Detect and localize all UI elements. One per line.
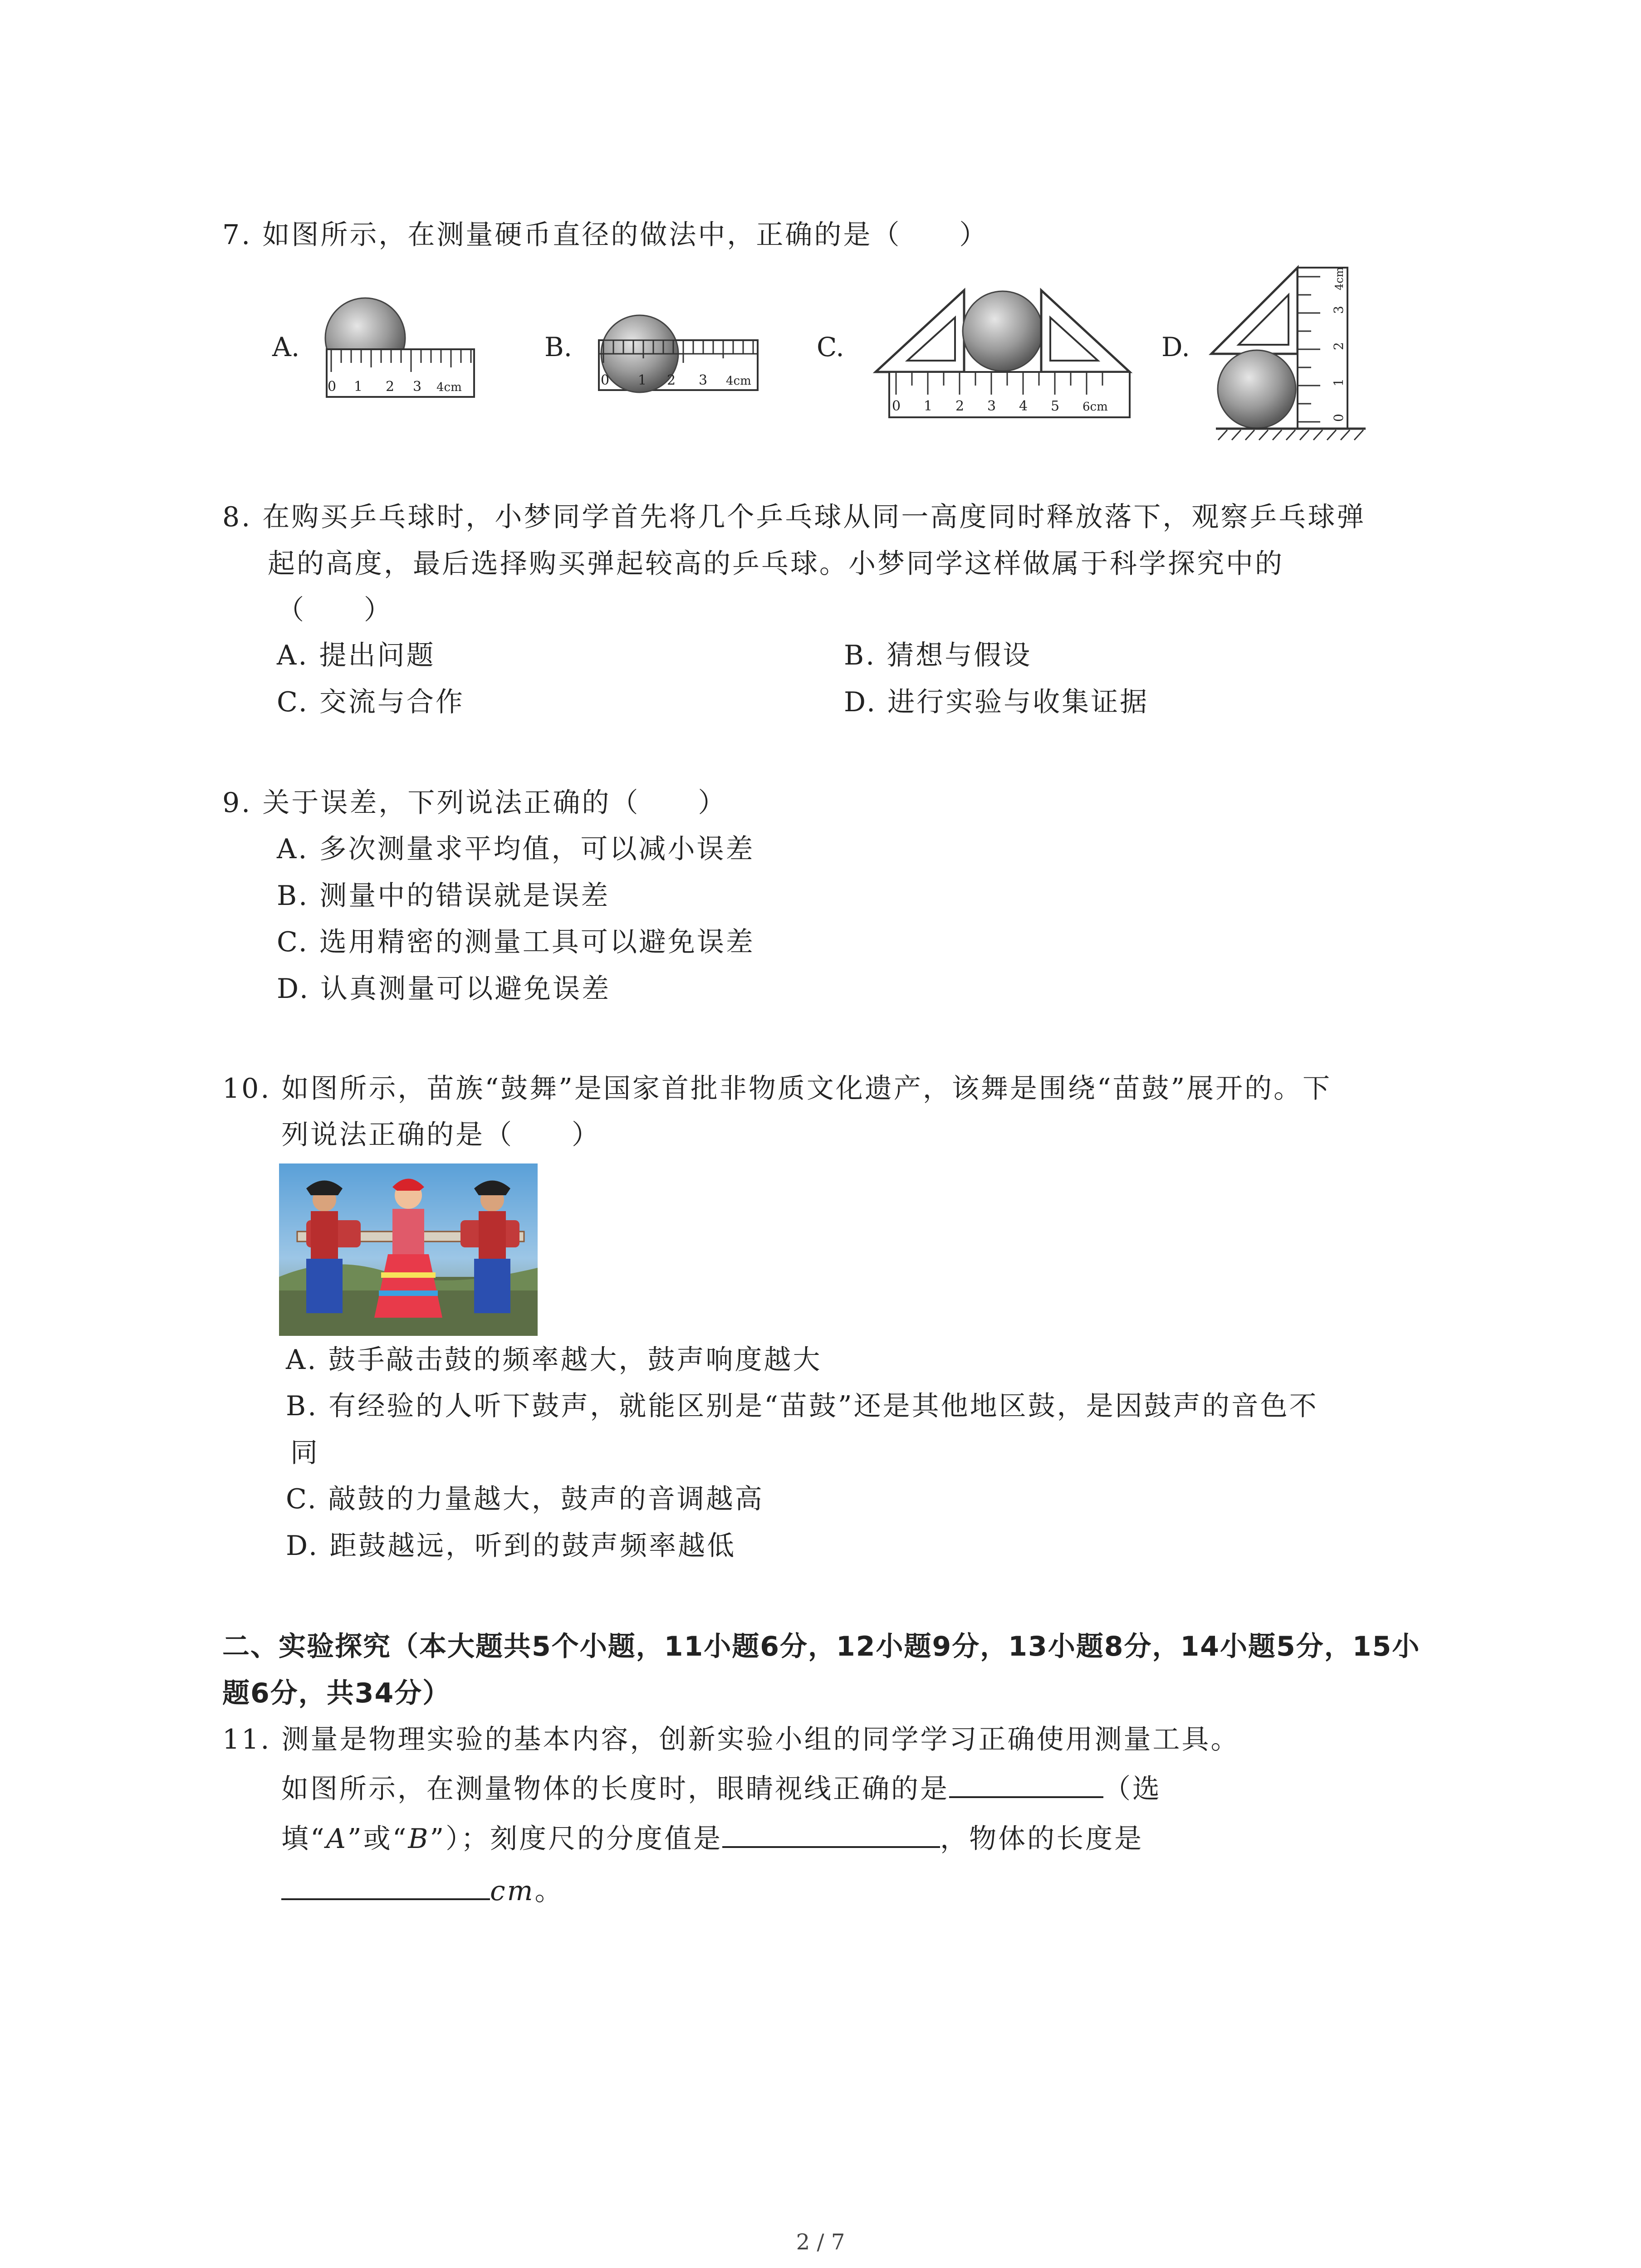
q10-option-b-line2: 同 <box>290 1437 319 1469</box>
q11-part3-line <box>281 1871 564 1909</box>
page-number: 2 / 7 <box>796 2229 845 2255</box>
q11-part1-tail: （选 <box>1103 1773 1161 1805</box>
ruler-c-tick-0: 0 <box>892 398 901 414</box>
ruler-d-tick-0: 0 <box>1331 414 1346 422</box>
ruler-a-tick-0: 0 <box>328 379 337 395</box>
ruler-d-tick-4: 4cm <box>1333 267 1346 290</box>
ruler-c-tick-1: 1 <box>924 398 933 414</box>
q11-answer-blank-sightline[interactable] <box>949 1769 1103 1798</box>
q10-stem-line1: 10. 如图所示，苗族“鼓舞”是国家首批非物质文化遗产，该舞是围绕“苗鼓”展开的。下 <box>222 1073 1332 1105</box>
q9-option-b: B. 测量中的错误就是误差 <box>277 880 610 912</box>
drum-dance-photo <box>279 1163 538 1336</box>
q11-part1-line <box>281 1769 1161 1807</box>
section2-heading-line1: 二、实验探究（本大题共5个小题，11小题6分，12小题9分，13小题8分，14小题5分，15小 <box>222 1631 1421 1662</box>
q9-option-a: A. 多次测量求平均值，可以减小误差 <box>277 833 755 865</box>
ruler-d-tick-3: 3 <box>1331 306 1346 314</box>
q8-option-b: B. 猜想与假设 <box>844 640 1032 671</box>
q11-part2-head: 填“ <box>281 1823 326 1855</box>
q7-option-d-label: D. <box>1161 332 1190 362</box>
q8-stem-line3: （ ） <box>277 594 393 626</box>
ruler-a-tick-1: 1 <box>354 379 363 395</box>
q8-option-c: C. 交流与合作 <box>277 686 465 718</box>
q11-unit: cm <box>490 1875 535 1907</box>
q8-option-a: A. 提出问题 <box>277 640 436 671</box>
ruler-c-tick-4: 4 <box>1019 398 1028 414</box>
q11-part2-after: ”）；刻度尺的分度值是 <box>430 1823 723 1855</box>
ruler-c-tick-5: 5 <box>1051 398 1060 414</box>
q11-part2-line <box>281 1819 1143 1857</box>
q8-option-d: D. 进行实验与收集证据 <box>844 686 1149 718</box>
q7-stem: 7. 如图所示，在测量硬币直径的做法中，正确的是（ ） <box>222 219 989 251</box>
q11-stem-line1: 11. 测量是物理实验的基本内容，创新实验小组的同学学习正确使用测量工具。 <box>222 1724 1240 1755</box>
ruler-c-tick-6: 6cm <box>1083 400 1108 414</box>
ruler-a-tick-4: 4cm <box>436 381 462 394</box>
q9-option-d: D. 认真测量可以避免误差 <box>277 973 611 1005</box>
section2-heading-line2: 题6分，共34分） <box>222 1677 451 1709</box>
ruler-b-tick-4: 4cm <box>726 374 751 388</box>
q11-choice-b: B <box>408 1823 430 1855</box>
q7-option-c-label: C. <box>817 332 844 362</box>
ruler-d-tick-1: 1 <box>1331 378 1346 386</box>
ruler-b-tick-3: 3 <box>699 372 708 388</box>
q10-option-a: A. 鼓手敲击鼓的频率越大，鼓声响度越大 <box>286 1344 822 1376</box>
ruler-b-tick-2: 2 <box>667 372 676 388</box>
q7-figure-b <box>594 304 762 399</box>
ruler-b-tick-0: 0 <box>601 372 610 388</box>
q7-option-a-label: A. <box>272 332 300 362</box>
q11-part2-mid: ”或“ <box>348 1823 408 1855</box>
q10-option-b-line1: B. 有经验的人听下鼓声，就能区别是“苗鼓”还是其他地区鼓，是因鼓声的音色不 <box>286 1390 1318 1422</box>
q8-stem-line2: 起的高度，最后选择购买弹起较高的乒乓球。小梦同学这样做属于科学探究中的 <box>268 548 1284 580</box>
q11-answer-blank-division[interactable] <box>722 1819 940 1848</box>
q9-option-c: C. 选用精密的测量工具可以避免误差 <box>277 926 755 958</box>
ruler-c-tick-3: 3 <box>987 398 996 414</box>
ruler-a-tick-3: 3 <box>413 379 422 395</box>
q7-figure-c <box>871 272 1143 422</box>
q10-option-d: D. 距鼓越远，听到的鼓声频率越低 <box>286 1530 736 1562</box>
ruler-a-tick-2: 2 <box>386 379 395 395</box>
ruler-c-tick-2: 2 <box>955 398 965 414</box>
q11-choice-a: A <box>326 1823 348 1855</box>
q11-part1-text: 如图所示，在测量物体的长度时，眼睛视线正确的是 <box>281 1773 949 1805</box>
q11-end: 。 <box>534 1875 564 1907</box>
ruler-d-tick-2: 2 <box>1331 342 1346 350</box>
q11-part2-tail: ，物体的长度是 <box>940 1823 1144 1855</box>
q7-figure-d <box>1207 263 1370 445</box>
q7-option-b-label: B. <box>544 332 573 362</box>
ruler-b-tick-1: 1 <box>638 372 647 388</box>
q10-stem-line2: 列说法正确的是（ ） <box>281 1119 601 1151</box>
q7-figure-a <box>318 295 481 404</box>
q8-stem-line1: 8. 在购买乒乓球时，小梦同学首先将几个乒乓球从同一高度同时释放落下，观察乒乓球弹 <box>222 501 1366 533</box>
q9-stem: 9. 关于误差，下列说法正确的（ ） <box>222 787 727 819</box>
q11-answer-blank-length[interactable] <box>281 1871 490 1900</box>
q10-option-c: C. 敲鼓的力量越大，鼓声的音调越高 <box>286 1483 764 1515</box>
